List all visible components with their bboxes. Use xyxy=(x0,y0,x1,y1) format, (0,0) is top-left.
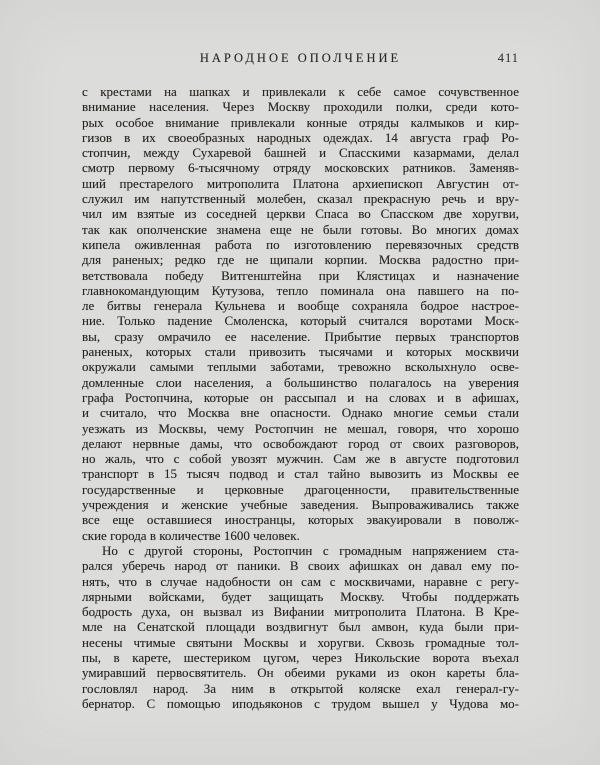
text-line: рых особое внимание привлекали конные отряды калмыков и кир- xyxy=(82,114,519,130)
text-line: ские города в количестве 1600 человек. xyxy=(82,527,300,543)
text-line: стопчин, между Сухаревой башней и Спасскими казармами, делал xyxy=(82,145,519,161)
text-line: внимание населения. Через Москву проходили полки, среди кото- xyxy=(82,99,519,115)
text-line: бодрость духа, он вызвал из Вифании митрополита Платона. В Кре- xyxy=(82,604,519,620)
text-line: окружали самыми теплыми заботами, тревожно всколыхнуло осве- xyxy=(82,359,519,375)
text-line: ле битвы генерала Кульнева и вообще сохраняла бодрое настрое- xyxy=(82,298,519,314)
text-line: рался уберечь народ от паники. В своих афишках он давал ему по- xyxy=(82,558,519,574)
text-line: ший престарелого митрополита Платона архиепископ Августин от- xyxy=(82,175,519,191)
text-line: кипела оживленная работа по изготовлению перевязочных средств xyxy=(82,236,519,252)
text-line: так как ополченские знамена еще не были готовы. Во многих домах xyxy=(82,221,519,237)
text-line: бернатор. С помощью иподьяконов с трудом вышел у Чудова мо- xyxy=(82,695,519,711)
text-line: раненых, которых стали привозить тысячами и которых москвичи xyxy=(82,344,519,360)
text-line: для раненых; редко где не щипали корпии. Москва радостно при- xyxy=(82,252,519,268)
text-line: домленные слои населения, а большинство полагалось на уверения xyxy=(82,374,519,390)
text-line: государственные и церковные драгоценности, правительственные xyxy=(82,481,519,497)
text-line: транспорт в 15 тысяч подвод и стал тайно вывозить из Москвы ее xyxy=(82,466,519,482)
text-line: ветствовала победу Витгенштейна при Клястицах и назначение xyxy=(82,267,519,283)
text-line: смотр первому 6-тысячному отряду московских ратников. Заменяв- xyxy=(82,160,519,176)
text-line: чил им взятые из соседней церкви Спаса во Спасском две хоругви, xyxy=(82,206,519,222)
text-line: делают нервные дамы, что освобождают город от своих разговоров, xyxy=(82,435,519,451)
running-head xyxy=(82,51,519,67)
text-block xyxy=(82,84,519,711)
text-line: все еще оставшиеся иностранцы, которых эвакуировали в поволж- xyxy=(82,512,519,528)
text-line: мле на Сенатской площади воздвигнут был амвон, куда были при- xyxy=(82,619,519,635)
page-number: 411 xyxy=(497,51,519,65)
text-line: уезжать из Москвы, чему Ростопчин не мешал, говоря, что хорошо xyxy=(82,420,519,436)
text-line: вы, сразу омрачило ее население. Прибытие первых транспортов xyxy=(82,328,519,344)
text-line: графа Ростопчина, которые он рассыпал и на словах и в афишах, xyxy=(82,389,519,405)
text-line: несены чтимые святыни Москвы и хоругви. Сквозь громадные тол- xyxy=(82,634,519,650)
text-line: но жаль, что с собой увозят мужчин. Сам же в августе подготовил xyxy=(82,451,519,467)
text-line: с крестами на шапках и привлекали к себе самое сочувственное xyxy=(82,84,519,99)
text-line: нять, что в случае надобности он сам с москвичами, наравне с регу- xyxy=(82,573,519,589)
text-line: умиравший первосвятитель. Он обеими руками из окон кареты бла- xyxy=(82,665,519,681)
text-line: служил им напутственный молебен, сказал прекрасную речь и вру- xyxy=(82,191,519,207)
text-line: пы, в карете, шестериком цугом, через Никольские ворота въехал xyxy=(82,649,519,665)
text-line: лярными войсками, будет защищать Москву. Чтобы поддержать xyxy=(82,588,519,604)
text-line: и считало, что Москва вне опасности. Однако многие семьи стали xyxy=(82,405,519,421)
running-head-title: НАРОДНОЕ ОПОЛЧЕНИЕ xyxy=(199,51,402,65)
text-line: ние. Только падение Смоленска, который считался воротами Моск- xyxy=(82,313,519,329)
text-line: учреждения и женские учебные заведения. Выпроваживались также xyxy=(82,497,519,513)
text-line: Но с другой стороны, Ростопчин с громадным напряжением ста- xyxy=(102,542,519,558)
text-line: гизов в их своеобразных народных одеждах. 14 августа граф Ро- xyxy=(82,129,519,145)
text-line: гословлял народ. За ним в открытой коляске ехал генерал-гу- xyxy=(82,680,519,696)
text-line: главнокомандующим Кутузова, тепло поминала она павшего на по- xyxy=(82,282,519,298)
